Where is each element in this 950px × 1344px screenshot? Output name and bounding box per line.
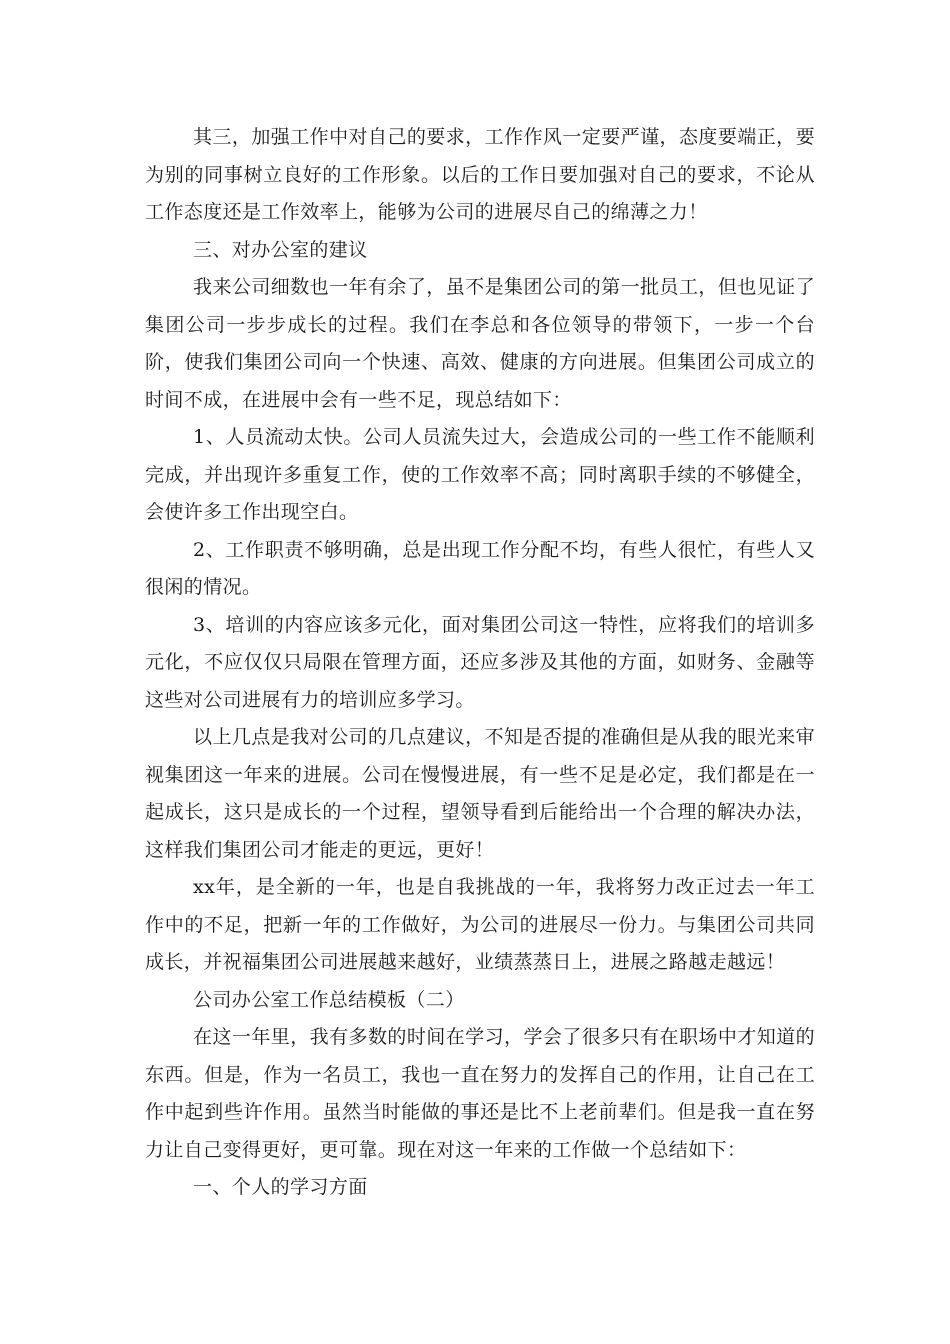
paragraph-point-3: 3、培训的内容应该多元化，面对集团公司这一特性，应将我们的培训多元化，不应仅仅只局限在管理方面，还应多涉及其他的方面，如财务、金融等这些对公司进展有力的培训应多学习。: [145, 613, 815, 711]
paragraph-company-growth: 我来公司细数也一年有余了，虽不是集团公司的第一批员工，但也见证了集团公司一步步成长的过程。我们在李总和各位领导的带领下，一步一个台阶，使我们集团公司向一个快速、高效、健康的方向进展。但集团公司成立的时间不成，在进展中会有一些不足，现总结如下：: [145, 276, 815, 411]
paragraph-third-point: 其三，加强工作中对自己的要求，工作作风一定要严谨，态度要端正，要为别的同事树立良好的工作形象。以后的工作日要加强对自己的要求，不论从工作态度还是工作效率上，能够为公司的进展尽自己的绵薄之力！: [145, 126, 815, 223]
section-heading-office-suggestions: 三、对办公室的建议: [193, 238, 368, 261]
paragraph-this-year: 在这一年里，我有多数的时间在学习，学会了很多只有在职场中才知道的东西。但是，作为一名员工，我也一直在努力的发挥自己的作用，让自己在工作中起到些许作用。虽然当时能做的事还是比不上老前辈们。但是我一直在努力让自己变得更好，更可靠。现在对这一年来的工作做一个总结如下：: [145, 1026, 815, 1161]
section-heading-template-two: 公司办公室工作总结模板（二）: [193, 988, 465, 1011]
paragraph-suggestions-summary: 以上几点是我对公司的几点建议，不知是否提的准确但是从我的眼光来审视集团这一年来的进展。公司在慢慢进展，有一些不足是必定，我们都是在一起成长，这只是成长的一个过程，望领导看到后能给出一个合理的解决办法，这样我们集团公司才能走的更远，更好！: [145, 726, 815, 861]
paragraph-point-1: 1、人员流动太快。公司人员流失过大，会造成公司的一些工作不能顺利完成，并出现许多重复工作，使的工作效率不高；同时离职手续的不够健全，会使许多工作出现空白。: [145, 426, 815, 523]
document-body: [145, 119, 815, 1207]
paragraph-new-year: xx年，是全新的一年，也是自我挑战的一年，我将努力改正过去一年工作中的不足，把新一年的工作做好，为公司的进展尽一份力。与集团公司共同成长，并祝福集团公司进展越来越好，业绩蒸蒸日上，进展之路越走越远！: [145, 876, 815, 973]
section-heading-personal-learning: 一、个人的学习方面: [193, 1176, 368, 1198]
paragraph-point-2: 2、工作职责不够明确，总是出现工作分配不均，有些人很忙，有些人又很闲的情况。: [145, 538, 815, 598]
